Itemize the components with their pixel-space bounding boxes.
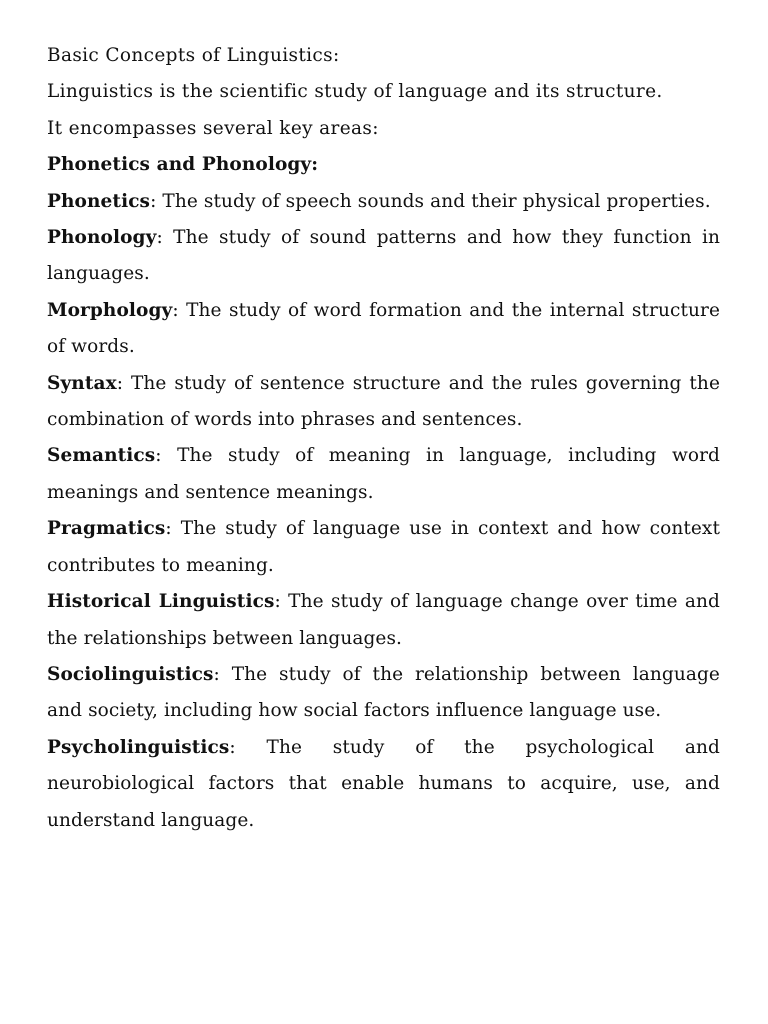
entry-term: Morphology — [47, 299, 173, 321]
entry-definition: : The study of sound patterns and how they function in languages. — [47, 227, 720, 285]
entry-psycholinguistics — [47, 730, 720, 839]
entry-definition: : The study of speech sounds and their physical properties. — [150, 190, 711, 212]
entry-definition: : The study of the psychological and neurobiological factors that enable humans to acquire, use, and understand language. — [47, 736, 720, 831]
entry-phonology — [47, 220, 720, 293]
entry-term: Historical Linguistics — [47, 591, 275, 613]
entry-term: Psycholinguistics — [47, 736, 230, 758]
document-title: Basic Concepts of Linguistics: — [47, 45, 340, 66]
entry-syntax — [47, 366, 720, 439]
entry-term: Semantics — [47, 445, 156, 467]
entry-term: Sociolinguistics — [47, 663, 214, 685]
entry-morphology — [47, 293, 720, 366]
entry-term: Phonetics — [47, 190, 151, 212]
entry-term: Pragmatics — [47, 518, 166, 540]
entry-pragmatics — [47, 511, 720, 584]
document-page — [47, 38, 720, 839]
entry-definition: : The study of the relationship between language and society, including how social factors influence language use. — [47, 663, 720, 722]
entry-definition: : The study of sentence structure and the rules governing the combination of words into phrases and sentences. — [47, 372, 720, 431]
entry-semantics — [47, 438, 720, 511]
intro-line-1: Linguistics is the scientific study of language and its structure. — [47, 81, 663, 103]
entry-definition: : The study of meaning in language, including word meanings and sentence meanings. — [47, 445, 720, 503]
section-heading: Phonetics and Phonology: — [47, 154, 319, 176]
intro-line-2: It encompasses several key areas: — [47, 117, 379, 139]
entry-sociolinguistics — [47, 657, 720, 730]
entry-term: Phonology — [47, 227, 157, 249]
entry-phonetics — [47, 184, 720, 220]
entry-definition: : The study of word formation and the internal structure of words. — [47, 299, 720, 358]
entry-term: Syntax — [47, 372, 117, 394]
entry-definition: : The study of language change over time and the relationships between languages. — [47, 591, 720, 649]
entry-definition: : The study of language use in context and how context contributes to meaning. — [47, 518, 720, 576]
entry-historical-linguistics — [47, 584, 720, 657]
